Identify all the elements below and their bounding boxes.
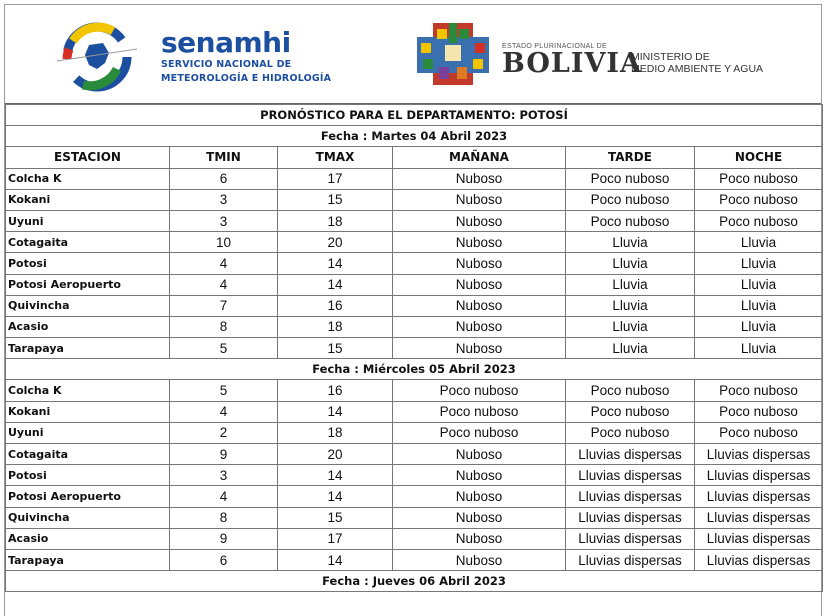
table-row bbox=[6, 338, 823, 359]
table-cell: Nuboso bbox=[393, 295, 566, 316]
station-name: Tarapaya bbox=[6, 549, 170, 570]
senamhi-logo-icon bbox=[53, 19, 137, 93]
table-cell: Poco nuboso bbox=[566, 189, 695, 210]
column-header: TARDE bbox=[566, 147, 695, 168]
table-cell: Poco nuboso bbox=[695, 168, 823, 189]
table-row bbox=[6, 295, 823, 316]
station-name: Potosi bbox=[6, 253, 170, 274]
table-cell: Lluvia bbox=[566, 316, 695, 337]
table-row bbox=[6, 168, 823, 189]
table-title: PRONÓSTICO PARA EL DEPARTAMENTO: POTOSÍ bbox=[6, 105, 823, 126]
table-cell: Nuboso bbox=[393, 338, 566, 359]
table-cell: Nuboso bbox=[393, 486, 566, 507]
table-cell: 17 bbox=[278, 168, 393, 189]
column-header-row bbox=[6, 147, 823, 168]
table-cell: Nuboso bbox=[393, 549, 566, 570]
document-header bbox=[5, 5, 821, 104]
table-cell: 15 bbox=[278, 189, 393, 210]
table-cell: 18 bbox=[278, 422, 393, 443]
station-name: Uyuni bbox=[6, 422, 170, 443]
station-name: Colcha K bbox=[6, 380, 170, 401]
senamhi-subtitle-1: SERVICIO NACIONAL DE bbox=[161, 59, 292, 70]
table-row bbox=[6, 465, 823, 486]
table-cell: Lluvias dispersas bbox=[566, 528, 695, 549]
station-name: Acasio bbox=[6, 316, 170, 337]
ministerio-line-2: MEDIO AMBIENTE Y AGUA bbox=[631, 63, 764, 75]
table-cell: 7 bbox=[170, 295, 278, 316]
station-name: Uyuni bbox=[6, 210, 170, 231]
table-cell: Nuboso bbox=[393, 232, 566, 253]
table-cell: Poco nuboso bbox=[695, 380, 823, 401]
estado-label: ESTADO PLURINACIONAL DE bbox=[502, 43, 607, 50]
table-cell: Nuboso bbox=[393, 274, 566, 295]
table-cell: Lluvias dispersas bbox=[695, 528, 823, 549]
table-cell: 14 bbox=[278, 486, 393, 507]
table-cell: 8 bbox=[170, 507, 278, 528]
column-header: ESTACION bbox=[6, 147, 170, 168]
table-cell: Lluvias dispersas bbox=[695, 444, 823, 465]
table-cell: Lluvias dispersas bbox=[566, 444, 695, 465]
table-cell: Nuboso bbox=[393, 316, 566, 337]
table-cell: Poco nuboso bbox=[695, 210, 823, 231]
table-cell: Lluvias dispersas bbox=[695, 549, 823, 570]
table-row bbox=[6, 210, 823, 231]
station-name: Quivincha bbox=[6, 507, 170, 528]
table-row bbox=[6, 253, 823, 274]
table-cell: Lluvias dispersas bbox=[695, 465, 823, 486]
table-cell: Nuboso bbox=[393, 465, 566, 486]
forecast-page bbox=[4, 4, 822, 616]
date-row bbox=[6, 571, 823, 592]
table-cell: Lluvia bbox=[695, 338, 823, 359]
table-cell: 18 bbox=[278, 210, 393, 231]
table-title-row bbox=[6, 105, 823, 126]
table-cell: Nuboso bbox=[393, 507, 566, 528]
table-row bbox=[6, 401, 823, 422]
bolivia-label: BOLIVIA bbox=[502, 48, 642, 79]
table-cell: Lluvia bbox=[695, 232, 823, 253]
table-cell: Poco nuboso bbox=[566, 422, 695, 443]
table-row bbox=[6, 380, 823, 401]
table-cell: Poco nuboso bbox=[695, 401, 823, 422]
table-row bbox=[6, 189, 823, 210]
date-row bbox=[6, 359, 823, 380]
table-cell: 4 bbox=[170, 486, 278, 507]
senamhi-subtitle-2: METEOROLOGÍA E HIDROLOGÍA bbox=[161, 73, 332, 84]
forecast-date: Fecha : Jueves 06 Abril 2023 bbox=[6, 571, 823, 592]
table-cell: Poco nuboso bbox=[695, 422, 823, 443]
table-row bbox=[6, 528, 823, 549]
table-cell: Lluvia bbox=[566, 274, 695, 295]
table-row bbox=[6, 444, 823, 465]
table-cell: 14 bbox=[278, 401, 393, 422]
table-cell: Poco nuboso bbox=[393, 380, 566, 401]
table-row bbox=[6, 486, 823, 507]
forecast-table bbox=[5, 104, 823, 592]
table-cell: Nuboso bbox=[393, 528, 566, 549]
table-cell: 5 bbox=[170, 338, 278, 359]
table-cell: Poco nuboso bbox=[566, 168, 695, 189]
table-cell: Lluvia bbox=[695, 274, 823, 295]
table-cell: Lluvias dispersas bbox=[695, 486, 823, 507]
table-cell: Poco nuboso bbox=[695, 189, 823, 210]
table-cell: Lluvias dispersas bbox=[566, 507, 695, 528]
table-cell: Lluvias dispersas bbox=[695, 507, 823, 528]
table-cell: Poco nuboso bbox=[566, 401, 695, 422]
table-cell: Lluvia bbox=[566, 232, 695, 253]
column-header: TMIN bbox=[170, 147, 278, 168]
table-cell: 15 bbox=[278, 338, 393, 359]
table-cell: 14 bbox=[278, 274, 393, 295]
station-name: Potosi bbox=[6, 465, 170, 486]
station-name: Cotagaita bbox=[6, 232, 170, 253]
station-name: Acasio bbox=[6, 528, 170, 549]
date-row bbox=[6, 126, 823, 147]
table-cell: 14 bbox=[278, 549, 393, 570]
table-cell: 2 bbox=[170, 422, 278, 443]
table-cell: 14 bbox=[278, 253, 393, 274]
table-row bbox=[6, 507, 823, 528]
table-cell: Nuboso bbox=[393, 253, 566, 274]
forecast-date: Fecha : Martes 04 Abril 2023 bbox=[6, 126, 823, 147]
column-header: MAÑANA bbox=[393, 147, 566, 168]
table-cell: 3 bbox=[170, 210, 278, 231]
table-cell: 14 bbox=[278, 465, 393, 486]
table-row bbox=[6, 316, 823, 337]
station-name: Kokani bbox=[6, 189, 170, 210]
table-row bbox=[6, 549, 823, 570]
table-cell: Lluvia bbox=[566, 253, 695, 274]
table-row bbox=[6, 422, 823, 443]
table-row bbox=[6, 232, 823, 253]
table-cell: 16 bbox=[278, 295, 393, 316]
table-cell: Lluvia bbox=[566, 338, 695, 359]
table-cell: Poco nuboso bbox=[393, 422, 566, 443]
table-cell: Lluvia bbox=[566, 295, 695, 316]
table-cell: Lluvia bbox=[695, 253, 823, 274]
ministerio-line-1: MINISTERIO DE bbox=[631, 51, 710, 63]
table-cell: 16 bbox=[278, 380, 393, 401]
table-cell: 3 bbox=[170, 189, 278, 210]
table-cell: 17 bbox=[278, 528, 393, 549]
table-cell: Lluvias dispersas bbox=[566, 486, 695, 507]
table-cell: Poco nuboso bbox=[566, 210, 695, 231]
table-cell: Nuboso bbox=[393, 444, 566, 465]
table-cell: 3 bbox=[170, 465, 278, 486]
column-header: NOCHE bbox=[695, 147, 823, 168]
station-name: Tarapaya bbox=[6, 338, 170, 359]
table-cell: 6 bbox=[170, 168, 278, 189]
table-cell: 9 bbox=[170, 528, 278, 549]
table-cell: 8 bbox=[170, 316, 278, 337]
senamhi-name: senamhi bbox=[161, 26, 291, 59]
table-cell: Lluvia bbox=[695, 316, 823, 337]
table-cell: Lluvias dispersas bbox=[566, 549, 695, 570]
station-name: Potosi Aeropuerto bbox=[6, 274, 170, 295]
table-cell: Nuboso bbox=[393, 210, 566, 231]
table-cell: Lluvia bbox=[695, 295, 823, 316]
table-cell: 5 bbox=[170, 380, 278, 401]
table-cell: 4 bbox=[170, 274, 278, 295]
table-cell: Lluvias dispersas bbox=[566, 465, 695, 486]
station-name: Colcha K bbox=[6, 168, 170, 189]
table-cell: 15 bbox=[278, 507, 393, 528]
table-cell: Nuboso bbox=[393, 189, 566, 210]
table-cell: Poco nuboso bbox=[566, 380, 695, 401]
station-name: Cotagaita bbox=[6, 444, 170, 465]
station-name: Kokani bbox=[6, 401, 170, 422]
table-cell: 9 bbox=[170, 444, 278, 465]
table-cell: 10 bbox=[170, 232, 278, 253]
table-cell: 4 bbox=[170, 401, 278, 422]
table-cell: 4 bbox=[170, 253, 278, 274]
table-row bbox=[6, 274, 823, 295]
table-cell: 20 bbox=[278, 444, 393, 465]
station-name: Potosi Aeropuerto bbox=[6, 486, 170, 507]
bolivia-emblem-icon bbox=[415, 21, 491, 87]
station-name: Quivincha bbox=[6, 295, 170, 316]
column-header: TMAX bbox=[278, 147, 393, 168]
forecast-date: Fecha : Miércoles 05 Abril 2023 bbox=[6, 359, 823, 380]
table-cell: Poco nuboso bbox=[393, 401, 566, 422]
table-cell: 6 bbox=[170, 549, 278, 570]
table-cell: Nuboso bbox=[393, 168, 566, 189]
table-cell: 18 bbox=[278, 316, 393, 337]
table-cell: 20 bbox=[278, 232, 393, 253]
